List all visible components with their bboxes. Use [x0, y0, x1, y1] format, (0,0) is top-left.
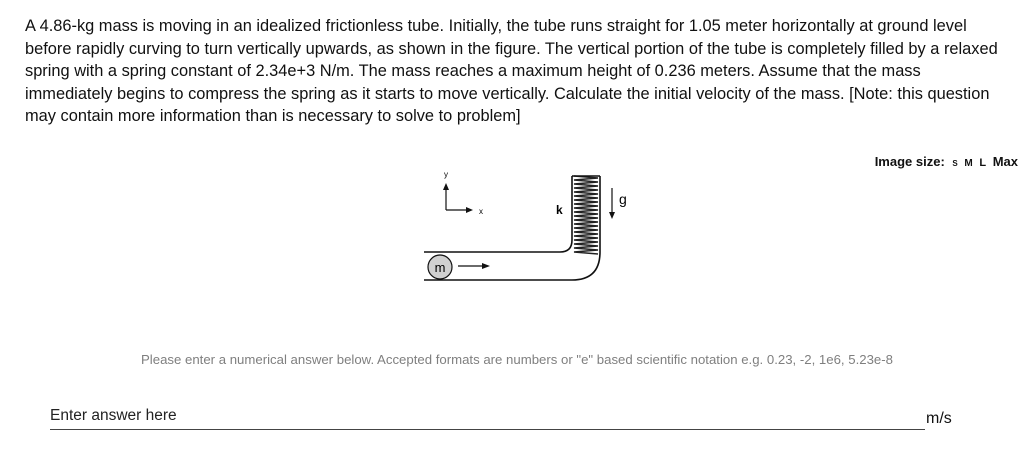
mass [428, 255, 452, 279]
gravity-arrow [609, 188, 615, 219]
image-size-selector [875, 154, 1018, 169]
x-axis-label: x [479, 207, 483, 216]
problem-figure [410, 168, 640, 286]
tube-spring-diagram [410, 168, 640, 286]
y-axis-label: y [444, 170, 448, 179]
gravity-label: g [619, 191, 627, 207]
question-text: A 4.86-kg mass is moving in an idealized frictionless tube. Initially, the tube runs straight for 1.05 meter horizontally at ground level before rapidly curving to turn vertically upwards, as shown in the figure. The vertical portion of the tube is completely filled by a relaxed spring with a spring constant of 2.34e+3 N/m. The mass reaches a maximum height of 0.236 meters. Assume that the mass immediately begins to compress the spring as it starts to move vertically. Calculate the initial velocity of the mass. [Note: this question may contain more information than is necessary to solve to problem] [25, 17, 998, 125]
answer-instructions: Please enter a numerical answer below. Accepted formats are numbers or "e" based scientific notation e.g. 0.23, -2, 1e6, 5.23e-8 [141, 352, 893, 367]
coordinate-axes [443, 170, 483, 216]
answer-input[interactable] [50, 405, 920, 427]
image-size-max-option[interactable]: Max [992, 154, 1018, 169]
spring-constant-label: k [556, 203, 563, 217]
answer-field [50, 405, 925, 430]
velocity-arrow [458, 263, 490, 269]
image-size-medium-option[interactable]: M [964, 158, 973, 169]
image-size-label: Image size: [874, 154, 945, 169]
image-size-large-option[interactable]: L [979, 157, 987, 169]
image-size-small-option[interactable]: S [952, 159, 958, 168]
answer-unit: m/s [926, 410, 952, 427]
spring [572, 176, 600, 254]
mass-label: m [434, 260, 446, 275]
